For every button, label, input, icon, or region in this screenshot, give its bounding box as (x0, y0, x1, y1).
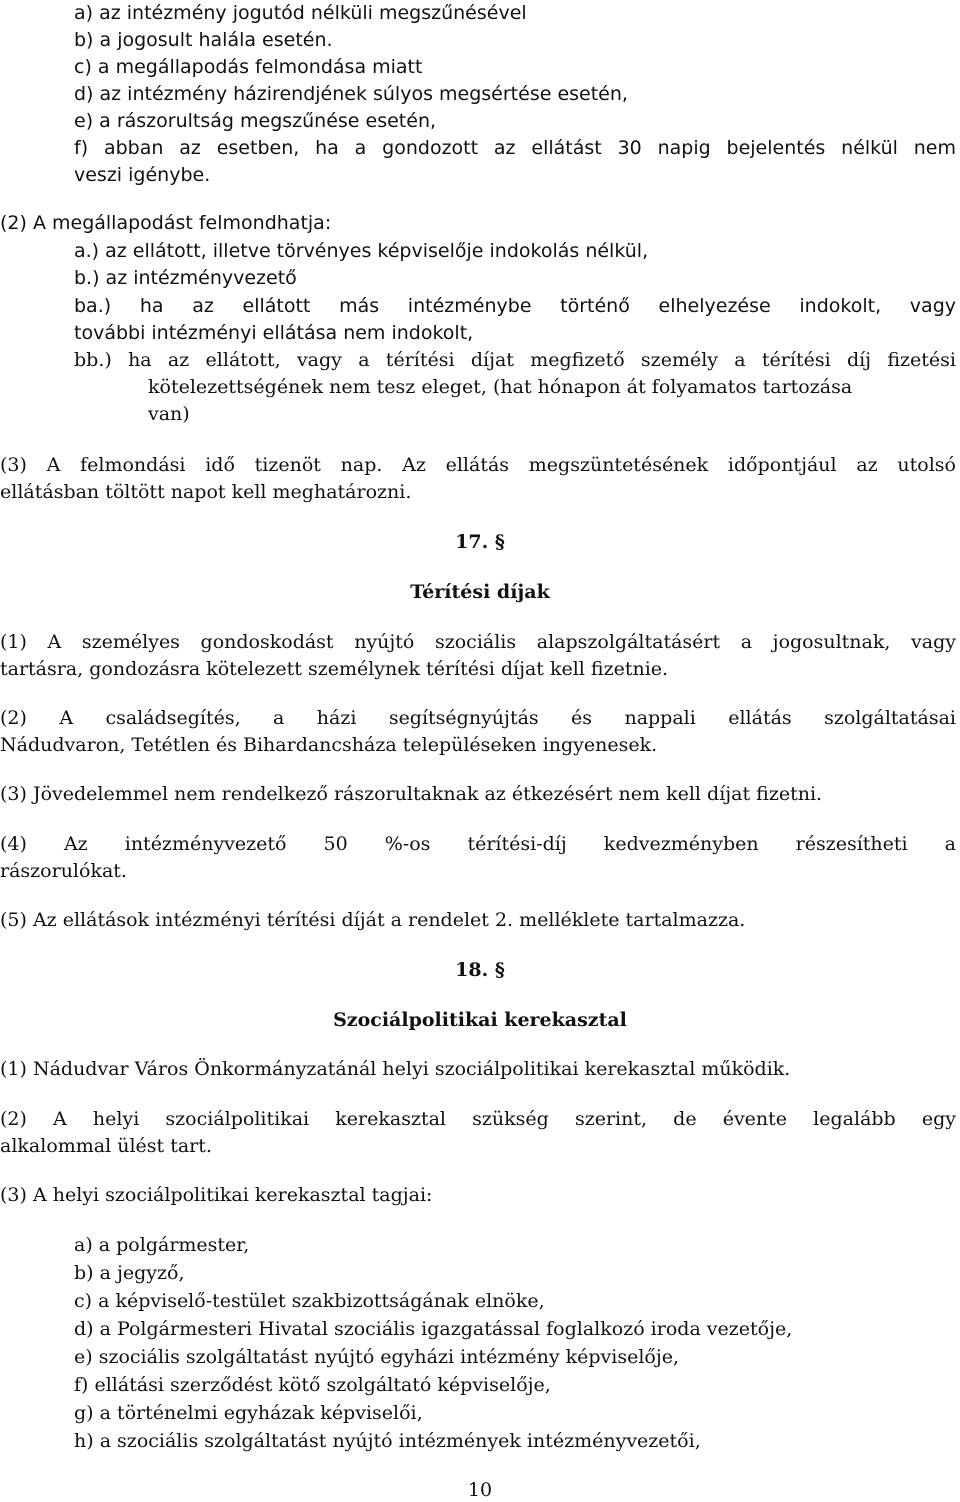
list-item-b: b) a jogosult halála esetén. (74, 29, 333, 51)
section-17-paragraph-3: (3) Jövedelemmel nem rendelkező rászorultaknak az étkezésért nem kell díjat fizetni. (0, 783, 823, 805)
section-17-paragraph-2: (2) A családsegítés, a házi segítségnyújtás és nappali ellátás szolgáltatásai (0, 707, 956, 729)
section-17-number: 17. (455, 531, 489, 553)
termination-heading: (2) A megállapodást felmondhatja: (0, 212, 332, 234)
section-18-paragraph-2: (2) A helyi szociálpolitikai kerekasztal szükség szerint, de évente legalább egy (0, 1108, 956, 1130)
termination-item-a: a.) az ellátott, illetve törvényes képviselője indokolás nélkül, (74, 240, 649, 262)
list-item-e: e) a rászorultság megszűnése esetén, (74, 110, 437, 132)
section-17-heading (0, 530, 960, 554)
member-item-c: c) a képviselő-testület szakbizottságának elnöke, (74, 1290, 545, 1312)
list-item-f-cont: veszi igénybe. (74, 164, 211, 186)
section-18-heading (0, 958, 960, 982)
termination-item-bb-cont: kötelezettségének nem tesz eleget, (hat hónapon át folyamatos tartozása (148, 376, 853, 398)
termination-item-ba: ba.) ha az ellátott más intézménybe történő elhelyezése indokolt, vagy (74, 295, 956, 317)
termination-paragraph-3: (3) A felmondási idő tizenöt nap. Az ellátás megszüntetésének időpontjául az utolsó (0, 454, 956, 476)
member-item-f: f) ellátási szerződést kötő szolgáltató képviselője, (74, 1374, 551, 1396)
section-17-paragraph-4-cont: rászorulókat. (0, 860, 127, 882)
section-17-paragraph-4: (4) Az intézményvezető 50 %-os térítési-díj kedvezményben részesítheti a (0, 833, 956, 855)
termination-item-bb-cont2: van) (148, 403, 190, 425)
section-18-number: 18. (455, 959, 489, 981)
member-item-g: g) a történelmi egyházak képviselői, (74, 1402, 423, 1424)
termination-paragraph-3-cont: ellátásban töltött napot kell meghatározni. (0, 481, 412, 503)
section-18-paragraph-1: (1) Nádudvar Város Önkormányzatánál helyi szociálpolitikai kerekasztal működik. (0, 1058, 791, 1080)
list-item-c: c) a megállapodás felmondása miatt (74, 56, 423, 78)
section-17-title: Térítési díjak (410, 581, 550, 603)
member-item-d: d) a Polgármesteri Hivatal szociális igazgatással foglalkozó iroda vezetője, (74, 1318, 793, 1340)
section-17-paragraph-5: (5) Az ellátások intézményi térítési díját a rendelet 2. melléklete tartalmazza. (0, 909, 746, 931)
section-18-paragraph-2-cont: alkalommal ülést tart. (0, 1135, 212, 1157)
page-number: 10 (467, 1479, 493, 1501)
member-item-e: e) szociális szolgáltatást nyújtó egyházi intézmény képviselője, (74, 1346, 680, 1368)
section-18-paragraph-3: (3) A helyi szociálpolitikai kerekasztal tagjai: (0, 1184, 433, 1206)
member-item-a: a) a polgármester, (74, 1234, 250, 1256)
termination-item-ba-cont: további intézményi ellátása nem indokolt, (74, 322, 474, 344)
section-17-paragraph-2-cont: Nádudvaron, Tetétlen és Bihardancsháza településeken ingyenesek. (0, 734, 658, 756)
member-item-b: b) a jegyző, (74, 1262, 185, 1284)
section-18-title: Szociálpolitikai kerekasztal (333, 1009, 627, 1031)
member-item-h: h) a szociális szolgáltatást nyújtó intézmények intézményvezetői, (74, 1430, 701, 1452)
section-17-symbol: § (494, 531, 505, 553)
section-17-paragraph-1-cont: tartásra, gondozásra kötelezett személynek térítési díjat kell fizetnie. (0, 658, 669, 680)
section-18-symbol: § (494, 959, 505, 981)
list-item-d: d) az intézmény házirendjének súlyos megsértése esetén, (74, 83, 628, 105)
list-item-a: a) az intézmény jogutód nélküli megszűnésével (74, 2, 527, 24)
list-item-f: f) abban az esetben, ha a gondozott az ellátást 30 napig bejelentés nélkül nem (74, 137, 956, 159)
termination-item-b: b.) az intézményvezető (74, 267, 297, 289)
termination-item-bb: bb.) ha az ellátott, vagy a térítési díjat megfizető személy a térítési díj fizetési (74, 349, 956, 371)
section-17-paragraph-1: (1) A személyes gondoskodást nyújtó szociális alapszolgáltatásért a jogosultnak, vagy (0, 631, 956, 653)
